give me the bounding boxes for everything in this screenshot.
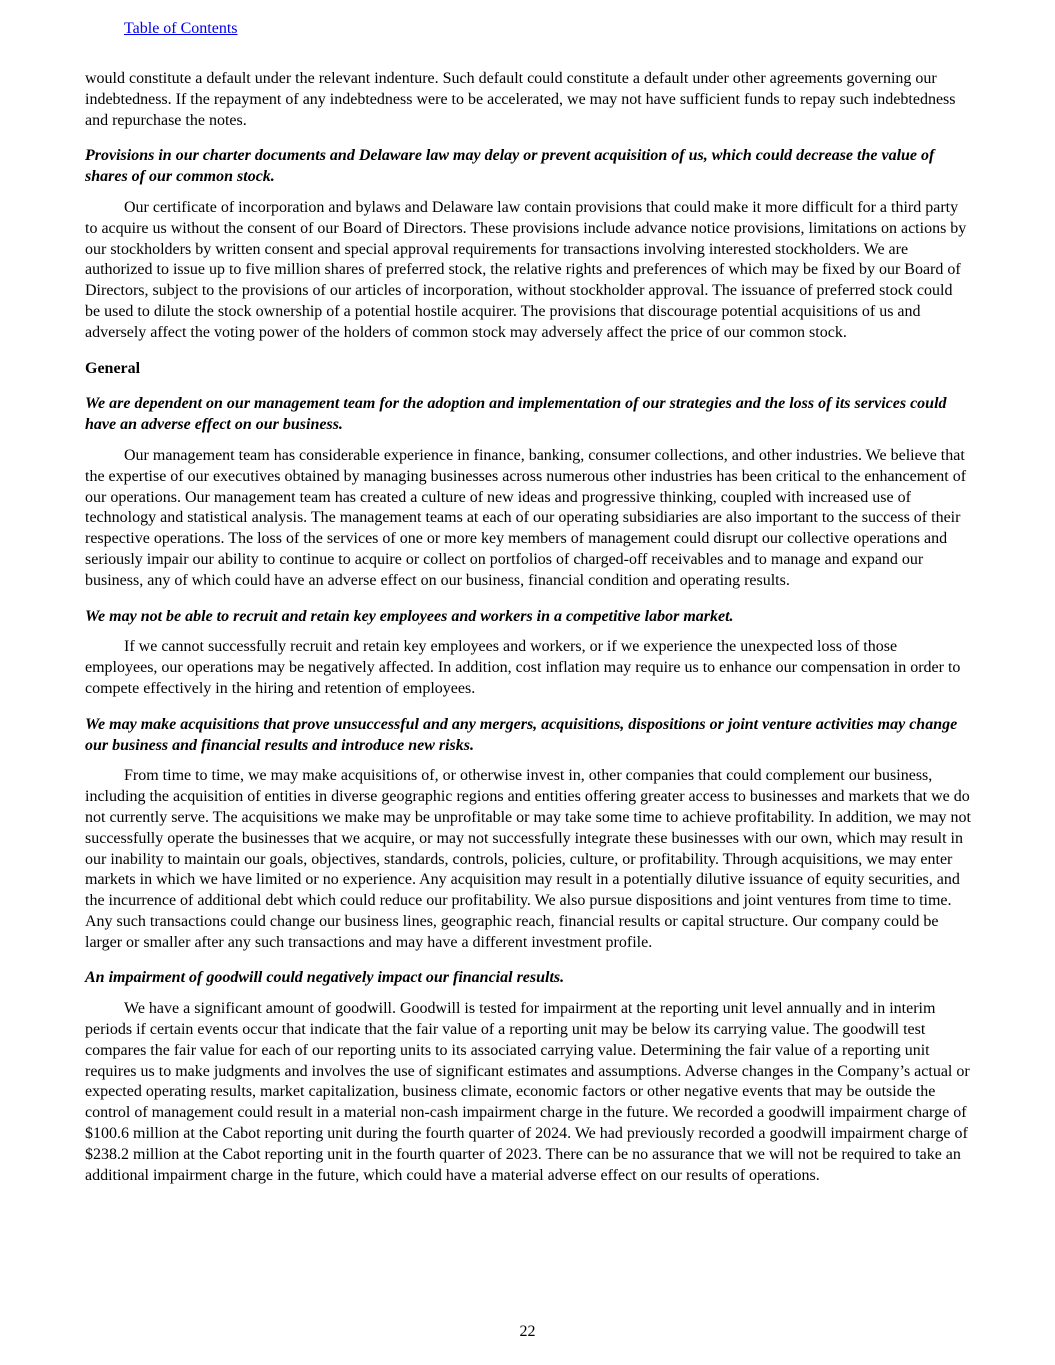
page-body [85,69,971,1186]
page-number: 22 [519,1323,536,1340]
paragraph-goodwill-impairment: We have a significant amount of goodwill. Goodwill is tested for impairment at the reporting unit level annually and in interim periods if certain events occur that indicate that the fair value of a reporting unit may be below its carrying value. The goodwill test compares the fair value for each of our reporting units to its associated carrying value. Determining the fair value of a reporting unit requires us to make judgments and involves the use of significant estimates and assumptions. Adverse changes in the Company’s actual or expected operating results, market capitalization, business climate, economic factors or other negative events that may be outside the control of management could result in a material non-cash impairment charge in the future. We recorded a goodwill impairment charge of $100.6 million at the Cabot reporting unit during the fourth quarter of 2024. We had previously recorded a goodwill impairment charge of $238.2 million at the Cabot reporting unit in the fourth quarter of 2023. There can be no assurance that we will not be required to take an additional impairment charge in the future, which could have a material adverse effect on our results of operations. [85,1000,970,1184]
paragraph-recruit-retain: If we cannot successfully recruit and retain key employees and workers, or if we experience the unexpected loss of those employees, our operations may be negatively affected. In addition, cost inflation may require us to enhance our compensation in order to compete effectively in the hiring and retention of employees. [85,638,961,697]
heading-recruit-retain: We may not be able to recruit and retain key employees and workers in a competitive labor market. [85,607,734,625]
paragraph-acquisitions: From time to time, we may make acquisitions of, or otherwise invest in, other companies that could complement our business, including the acquisition of entities in diverse geographic regions and entities offering greater access to businesses and markets that we do not currently serve. The acquisitions we make may be unprofitable or may take some time to achieve profitability. In addition, we may not successfully operate the businesses that we acquire, or may not successfully integrate these businesses with our own, which may result in our inability to maintain our goals, objectives, standards, controls, policies, culture, or profitability. Through acquisitions, we may enter markets in which we have limited or no experience. Any acquisition may result in a potentially dilutive issuance of equity securities, and the incurrence of additional debt which could reduce our profitability. We also pursue dispositions and joint ventures from time to time. Any such transactions could change our business lines, geographic reach, financial results or capital structure. Our company could be larger or smaller after any such transactions and may have a different investment profile. [85,767,971,951]
section-heading-general: General [85,359,141,377]
paragraph-default-continuation: would constitute a default under the relevant indenture. Such default could constitute a default under other agreements governing our indebtedness. If the repayment of any indebtedness were to be accelerated, we may not have sufficient funds to repay such indebtedness and repurchase the notes. [85,70,956,129]
table-of-contents-link[interactable]: Table of Contents [124,20,238,37]
paragraph-management-team: Our management team has considerable experience in finance, banking, consumer collections, and other industries. We believe that the expertise of our executives obtained by managing businesses across numerous other industries has been critical to the enhancement of our operations. Our management team has created a culture of new ideas and progressive thinking, coupled with increased use of technology and statistical analysis. The management teams at each of our operating subsidiaries are also important to the success of their respective operations. The loss of the services of one or more key members of management could disrupt our collective operations and seriously impair our ability to continue to acquire or collect on portfolios of charged-off receivables and to manage and expand our business, any of which could have an adverse effect on our business, financial condition and operating results. [85,446,967,589]
heading-management-team: We are dependent on our management team for the adoption and implementation of our strategies and the loss of its services could have an adverse effect on our business. [85,395,947,434]
paragraph-charter-provisions: Our certificate of incorporation and bylaws and Delaware law contain provisions that could make it more difficult for a third party to acquire us without the consent of our Board of Directors. These provisions include advance notice provisions, limitations on actions by our stockholders by written consent and special approval requirements for transactions involving interested stockholders. We are authorized to issue up to five million shares of preferred stock, the relative rights and preferences of which may be fixed by our Board of Directors, subject to the provisions of our articles of incorporation, without stockholder approval. The issuance of preferred stock could be used to dilute the stock ownership of a potential hostile acquirer. The provisions that discourage potential acquisitions of us and adversely affect the voting power of the holders of common stock may adversely affect the price of our common stock. [85,198,967,341]
heading-acquisitions: We may make acquisitions that prove unsuccessful and any mergers, acquisitions, dispositions or joint venture activities may change our business and financial results and introduce new risks. [85,715,958,754]
heading-goodwill-impairment: An impairment of goodwill could negatively impact our financial results. [85,969,565,987]
heading-charter-provisions: Provisions in our charter documents and Delaware law may delay or prevent acquisition of us, which could decrease the value of shares of our common stock. [85,147,935,186]
